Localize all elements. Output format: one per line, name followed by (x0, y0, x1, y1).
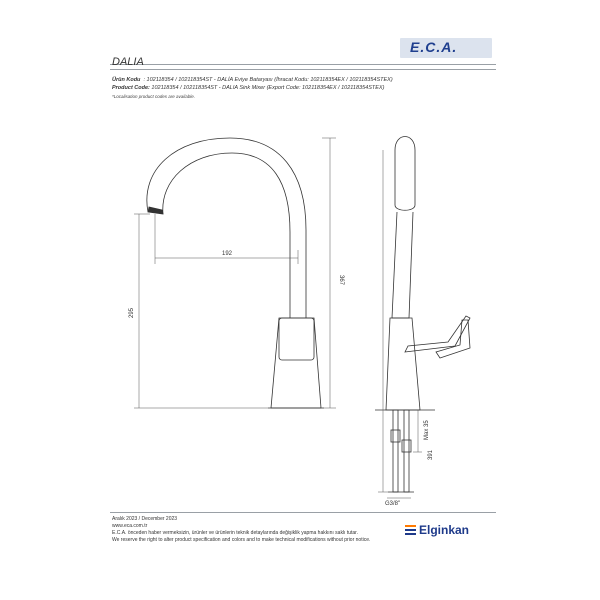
footer-date: Aralık 2023 / December 2023 (112, 516, 178, 522)
side-thread-left (391, 430, 400, 442)
product-code-tr-value: : 102118354 / 102118354ST - DALİA Eviye Bataryası (İhracat Kodu: 102118354EX / 102118354STEX) (143, 77, 393, 83)
footer-notice-en: We reserve the right to alter product specification and colors and to make technical modifications without prior notice. (112, 537, 371, 543)
front-spout-outer (147, 138, 306, 318)
elginkan-brand (405, 523, 469, 537)
side-thread-right (402, 440, 411, 452)
dim-391: 391 (428, 449, 434, 460)
dim-295: 295 (129, 307, 135, 318)
dim-thread: G3/8" (385, 501, 401, 507)
elginkan-logo-icon (405, 525, 416, 535)
side-hose-right (404, 410, 409, 492)
dimension-labels (129, 251, 434, 507)
product-code-en-value: 102118354 / 102118354ST - DALIA Sink Mixer (Export Code: 102118354EX / 102118354STEX) (151, 85, 385, 91)
dim-192: 192 (222, 251, 233, 257)
footer-url: www.eca.com.tr (112, 523, 148, 529)
dim-max35: Max 35 (424, 420, 430, 440)
front-spout-inner (163, 153, 290, 318)
product-code-tr-label: Ürün Kodu (112, 77, 141, 83)
elginkan-brand-text: Elginkan (419, 523, 470, 537)
front-body (271, 318, 321, 408)
side-handle-lever (436, 320, 470, 358)
front-spout-tip (148, 207, 163, 214)
eca-logo-text: E.C.A. (410, 39, 458, 55)
product-title: DALIA (112, 56, 144, 68)
localisation-note: *Localisation product codes are available. (112, 94, 196, 99)
side-spout-tube (392, 212, 413, 318)
front-lever (279, 318, 314, 360)
dim-367: 367 (338, 275, 344, 286)
footer-divider (110, 512, 496, 513)
product-code-en-label: Product Code: (112, 85, 150, 91)
side-body (386, 318, 420, 410)
footer-notice-tr: E.C.A. önceden haber vermeksizin, ürünler ve ürünlerin teknik detaylarında değişiklik yapma hakkını saklı tutar. (112, 530, 358, 536)
side-spout-top (395, 137, 415, 211)
side-hose-left (393, 410, 398, 492)
